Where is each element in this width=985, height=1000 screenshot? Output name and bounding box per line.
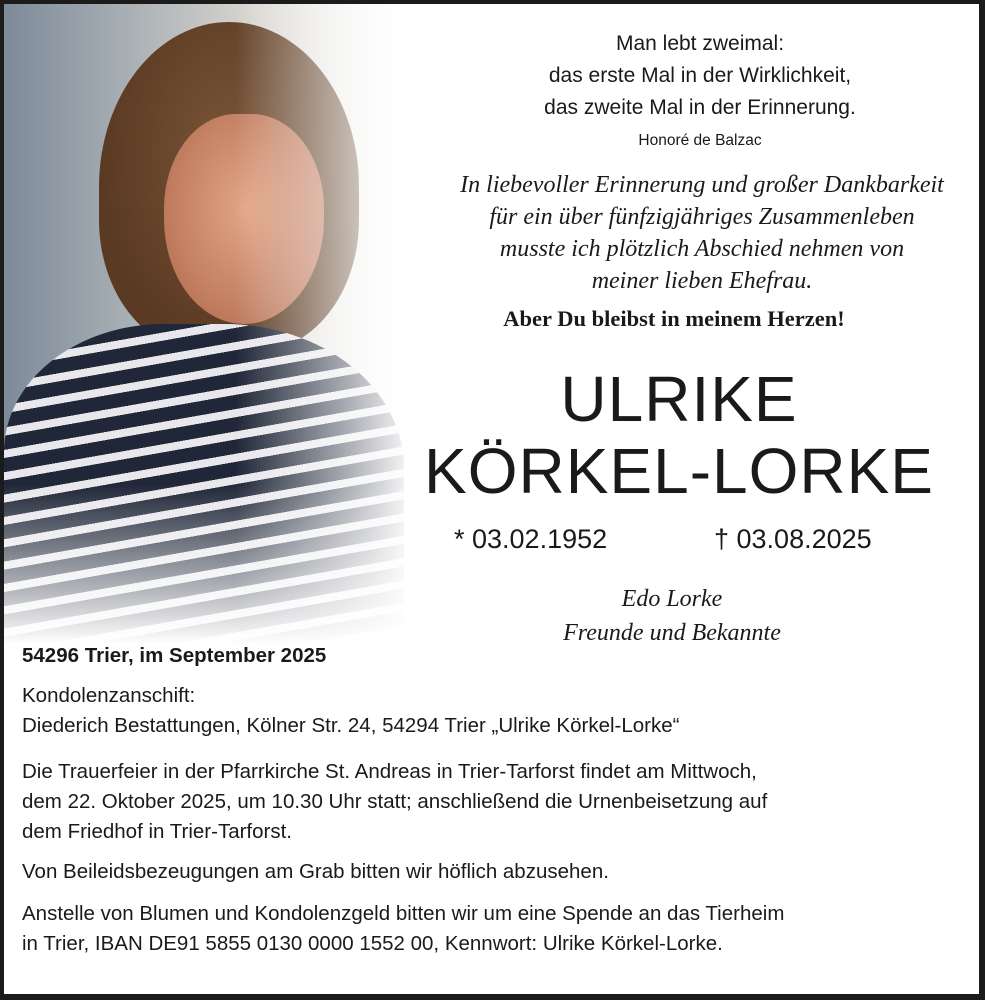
quote-line: das zweite Mal in der Erinnerung. bbox=[544, 96, 856, 119]
obituary-notice bbox=[4, 4, 979, 994]
ceremony-line: dem Friedhof in Trier-Tarforst. bbox=[22, 820, 292, 843]
birth-date: * 03.02.1952 bbox=[454, 524, 608, 554]
donation-line: in Trier, IBAN DE91 5855 0130 0000 1552 00, Kennwort: Ulrike Körkel-Lorke. bbox=[22, 932, 723, 955]
quote-author: Honoré de Balzac bbox=[638, 132, 762, 149]
quote-line: Man lebt zweimal: bbox=[615, 32, 785, 55]
dedication-emphasis: Aber Du bleibst in meinem Herzen! bbox=[503, 306, 845, 331]
address: Diederich Bestattungen, Kölner Str. 24, 54294 Trier „Ulrike Körkel-Lorke“ bbox=[22, 714, 680, 737]
donation-line: Anstelle von Blumen und Kondolenzgeld bitten wir um eine Spende an das Tierheim bbox=[22, 902, 785, 925]
ceremony-line: Die Trauerfeier in der Pfarrkirche St. Andreas in Trier-Tarforst findet am Mittwoch, bbox=[22, 760, 757, 783]
portrait-photo bbox=[4, 4, 424, 644]
mourner: Freunde und Bekannte bbox=[563, 620, 781, 646]
dedication-line: meiner lieben Ehefrau. bbox=[591, 268, 813, 294]
mourner: Edo Lorke bbox=[621, 586, 723, 612]
address-label: Kondolenzanschift: bbox=[22, 684, 196, 707]
place-date: 54296 Trier, im September 2025 bbox=[22, 644, 327, 667]
dedication-line: für ein über fünfzigjähriges Zusammenleben bbox=[489, 204, 915, 230]
deceased-last-name: KÖRKEL-LORKE bbox=[424, 435, 934, 507]
ceremony-line: dem 22. Oktober 2025, um 10.30 Uhr statt; anschließend die Urnenbeisetzung auf bbox=[22, 790, 768, 813]
death-date: † 03.08.2025 bbox=[714, 524, 872, 554]
condolence-note: Von Beileidsbezeugungen am Grab bitten wir höflich abzusehen. bbox=[22, 860, 609, 883]
dedication-line: In liebevoller Erinnerung und großer Dankbarkeit bbox=[460, 172, 944, 198]
dedication-line: musste ich plötzlich Abschied nehmen von bbox=[499, 236, 905, 262]
quote-line: das erste Mal in der Wirklichkeit, bbox=[548, 64, 852, 87]
deceased-first-name: ULRIKE bbox=[560, 363, 798, 435]
